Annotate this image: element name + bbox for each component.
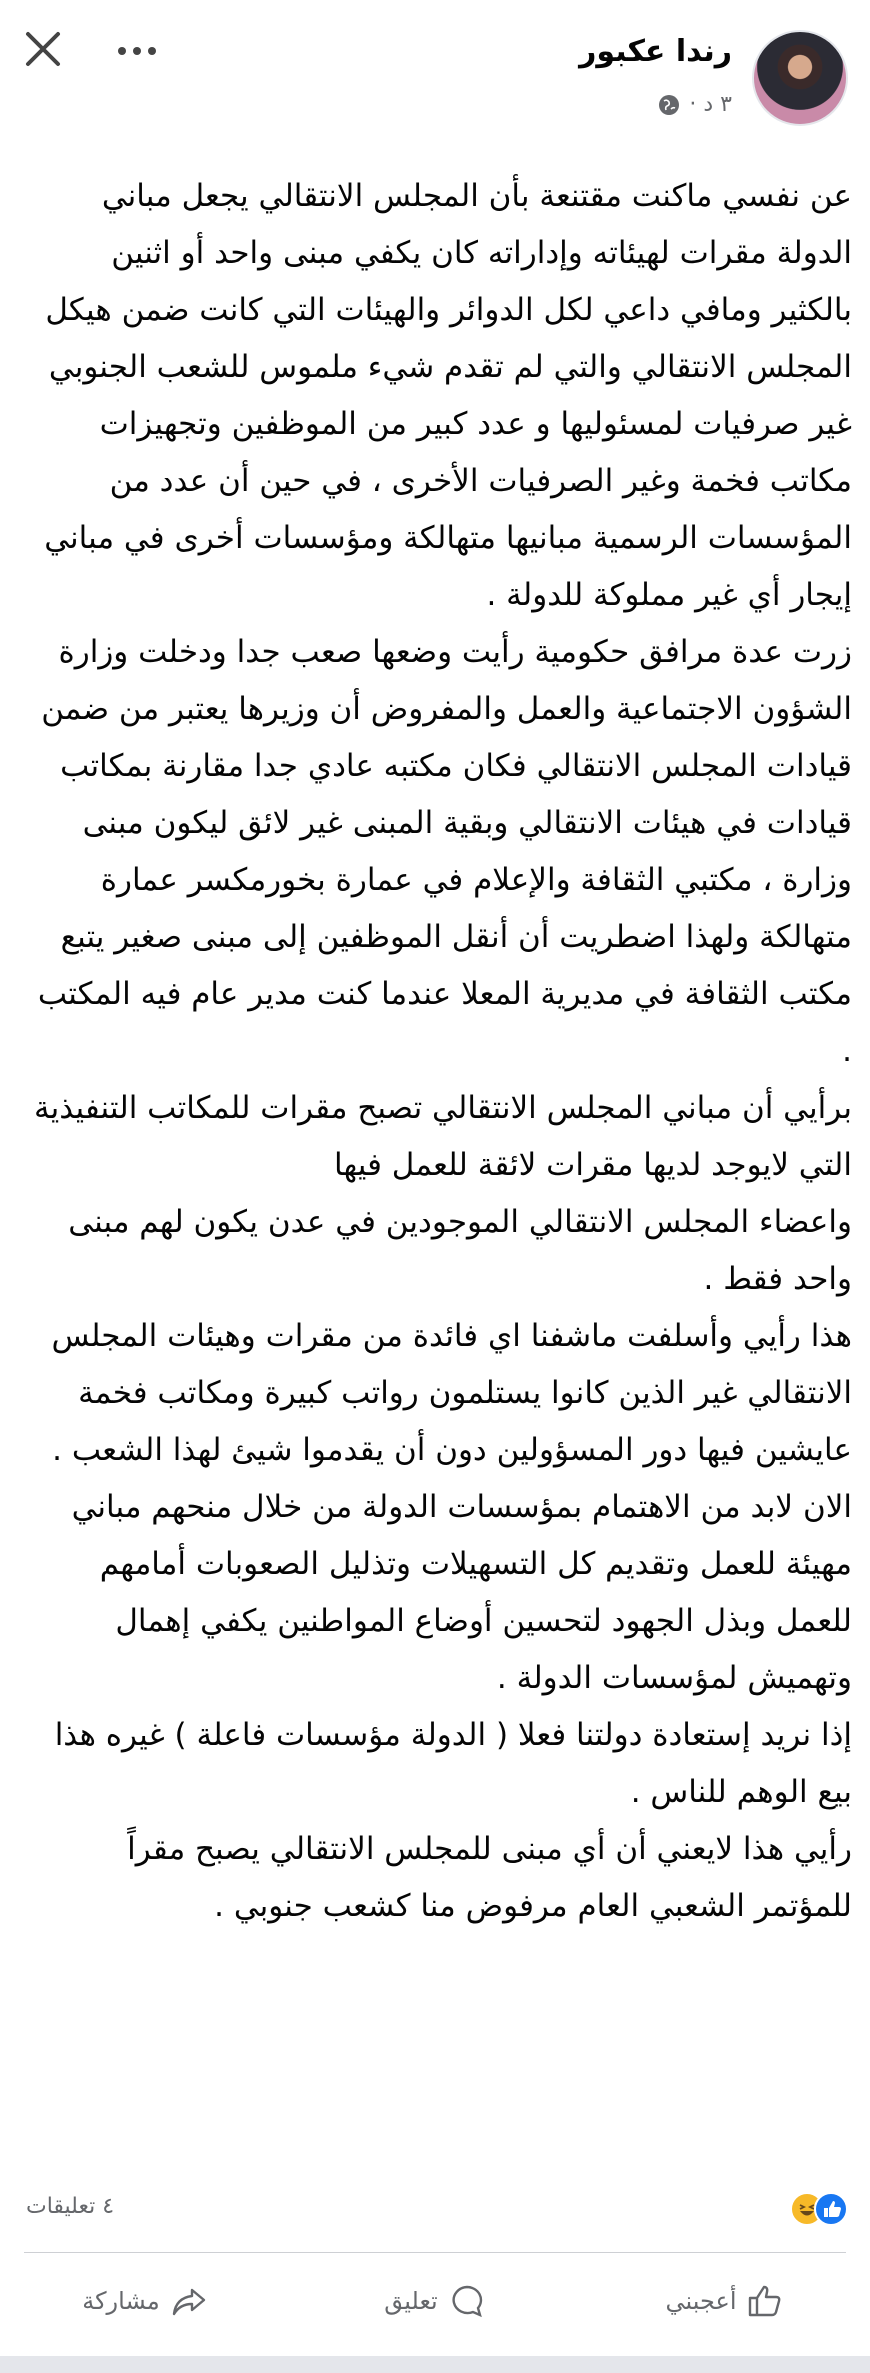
timestamp[interactable]: ٣ د · xyxy=(689,92,732,117)
like-label: أعجبني xyxy=(665,2287,737,2315)
post-paragraph: رأيي هذا لايعني أن أي مبنى للمجلس الانتقالي يصبح مقراً للمؤتمر الشعبي العام مرفوض منا كشعب جنوبي . xyxy=(127,1831,852,1924)
comment-button[interactable] xyxy=(290,2256,580,2346)
reactions-summary xyxy=(0,2180,870,2240)
globe-icon xyxy=(657,93,681,117)
like-reaction-icon xyxy=(814,2192,848,2226)
close-button[interactable] xyxy=(22,28,64,70)
reaction-icons[interactable] xyxy=(778,2192,848,2228)
close-icon xyxy=(22,28,64,70)
post-paragraph: إذا نريد إستعادة دولتنا فعلا ( الدولة مؤسسات فاعلة ) غيره هذا بيع الوهم للناس . xyxy=(54,1717,852,1810)
share-button[interactable] xyxy=(0,2256,290,2346)
post-paragraph: برأيي أن مباني المجلس الانتقالي تصبح مقرات للمكاتب التنفيذية التي لايوجد لديها مقرات لائقة للعمل فيها xyxy=(33,1090,852,1183)
post-paragraph: عن نفسي ماكنت مقتنعة بأن المجلس الانتقالي يجعل مباني الدولة مقرات لهيئاته وإداراته كان يكفي مبنى واحد أو اثنين بالكثير ومافي داعي لكل الدوائر والهيئات التي كانت ضمن هيكل المجلس الانتقالي والتي لم تقدم شيء ملموس للشعب الجنوبي غير صرفيات لمسئوليها و عدد كبير من الموظفين وتجهيزات مكاتب فخمة وغير الصرفيات الأخرى ، في حين أن عدد من المؤسسات الرسمية مبانيها متهالكة ومؤسسات أخرى في مباني إيجار أي غير مملوكة للدولة . xyxy=(44,178,852,613)
author-name[interactable]: رندا عكبور xyxy=(579,34,732,69)
avatar[interactable] xyxy=(752,30,848,126)
thumbs-up-icon xyxy=(746,2282,784,2320)
more-horizontal-icon xyxy=(118,47,126,55)
share-icon xyxy=(170,2282,208,2320)
more-options-button[interactable] xyxy=(118,40,170,62)
share-label: مشاركة xyxy=(82,2287,160,2315)
post-paragraph: واعضاء المجلس الانتقالي الموجودين في عدن يكون لهم مبنى واحد فقط . xyxy=(68,1204,852,1297)
like-button[interactable] xyxy=(580,2256,870,2346)
post-body xyxy=(24,168,852,1935)
post-meta xyxy=(657,92,732,117)
comment-label: تعليق xyxy=(384,2287,438,2315)
post-actions xyxy=(0,2256,870,2346)
post-paragraph: زرت عدة مرافق حكومية رأيت وضعها صعب جدا ودخلت وزارة الشؤون الاجتماعية والعمل والمفروض أن وزيرها يعتبر من ضمن قيادات المجلس الانتقالي فكان مكتبه عادي جدا مقارنة بمكاتب قيادات في هيئات الانتقالي وبقية المبنى غير لائق ليكون مبنى وزارة ، مكتبي الثقافة والإعلام في عمارة بخورمكسر عمارة متهالكة ولهذا اضطريت أن أنقل الموظفين إلى مبنى صغير يتبع مكتب الثقافة في مديرية المعلا عندما كنت مدير عام فيه المكتب . xyxy=(37,634,852,1069)
post-paragraph: هذا رأيي وأسلفت ماشفنا اي فائدة من مقرات وهيئات المجلس الانتقالي غير الذين كانوا يستلمون رواتب كبيرة ومكاتب فخمة عايشين فيها دور المسؤولين دون أن يقدموا شيئ لهذا الشعب . xyxy=(51,1318,852,1468)
bottom-bar xyxy=(0,2356,870,2373)
divider xyxy=(24,2252,846,2253)
comment-icon xyxy=(448,2282,486,2320)
post-header xyxy=(0,0,870,170)
comment-count[interactable]: ٤ تعليقات xyxy=(26,2194,115,2219)
post-paragraph: الان لابد من الاهتمام بمؤسسات الدولة من خلال منحهم مباني مهيئة للعمل وتقديم كل التسهيلات وتذليل الصعوبات أمامهم للعمل وبذل الجهود لتحسين أوضاع المواطنين يكفي إهمال وتهميش لمؤسسات الدولة . xyxy=(71,1489,852,1696)
